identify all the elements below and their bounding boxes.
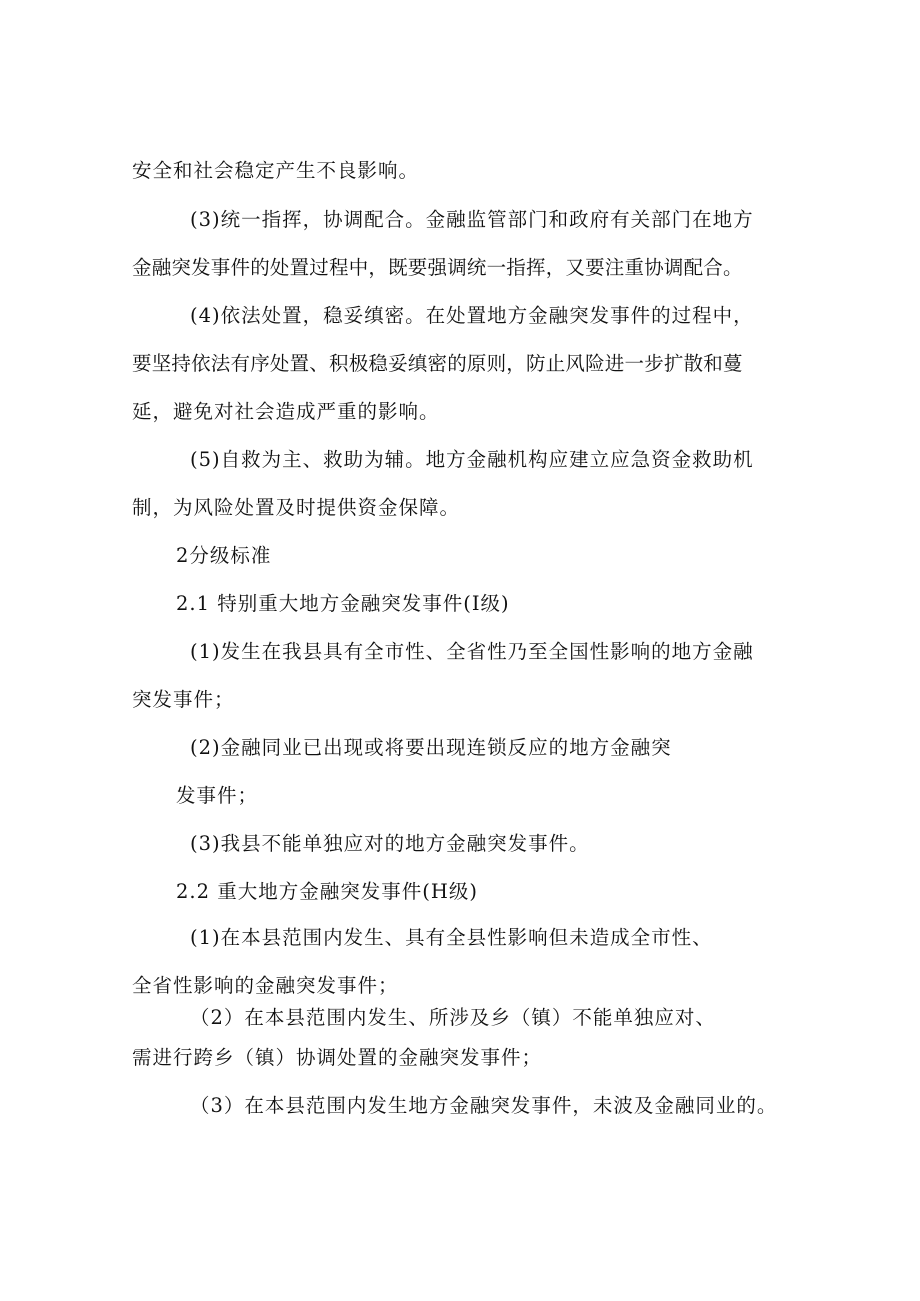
text-line-6: 延，避免对社会造成严重的影响。 (132, 400, 440, 423)
text-line-21: （3）在本县范围内发生地方金融突发事件，未波及金融同业的。 (190, 1094, 778, 1117)
text-line-18: 全省性影响的金融突发事件； (132, 974, 399, 997)
text-line-1: 安全和社会稳定产生不良影响。 (132, 159, 420, 182)
text-line-8: 制，为风险处置及时提供资金保障。 (132, 496, 461, 519)
text-line-4: (4)依法处置，稳妥缜密。在处置地方金融突发事件的过程中， (190, 304, 754, 327)
text-line-17: (1)在本县范围内发生、具有全县性影响但未造成全市性、 (190, 926, 713, 949)
text-line-19: （2）在本县范围内发生、所涉及乡（镇）不能单独应对、 (190, 1006, 716, 1029)
text-line-15: (3)我县不能单独应对的地方金融突发事件。 (190, 832, 590, 855)
text-line-11: (1)发生在我县具有全市性、全省性乃至全国性影响的地方金融 (190, 640, 754, 663)
text-line-13: (2)金融同业已出现或将要出现连锁反应的地方金融突 (190, 736, 672, 759)
text-line-2: (3)统一指挥，协调配合。金融监管部门和政府有关部门在地方 (190, 208, 754, 231)
text-line-20: 需进行跨乡（镇）协调处置的金融突发事件； (132, 1046, 543, 1069)
section-heading-2: 2分级标准 (176, 544, 272, 567)
text-line-3: 金融突发事件的处置过程中，既要强调统一指挥，又要注重协调配合。 (132, 256, 743, 279)
text-line-5: 要坚持依法有序处置、积极稳妥缜密的原则，防止风险进一步扩散和蔓 (132, 352, 743, 375)
text-line-14: 发事件； (176, 784, 259, 807)
subsection-heading-2-1: 2.1 特别重大地方金融突发事件(I级) (176, 592, 510, 615)
subsection-heading-2-2: 2.2 重大地方金融突发事件(H级) (176, 880, 478, 903)
text-line-7: (5)自救为主、救助为辅。地方金融机构应建立应急资金救助机 (190, 448, 754, 471)
text-line-12: 突发事件； (132, 688, 235, 711)
